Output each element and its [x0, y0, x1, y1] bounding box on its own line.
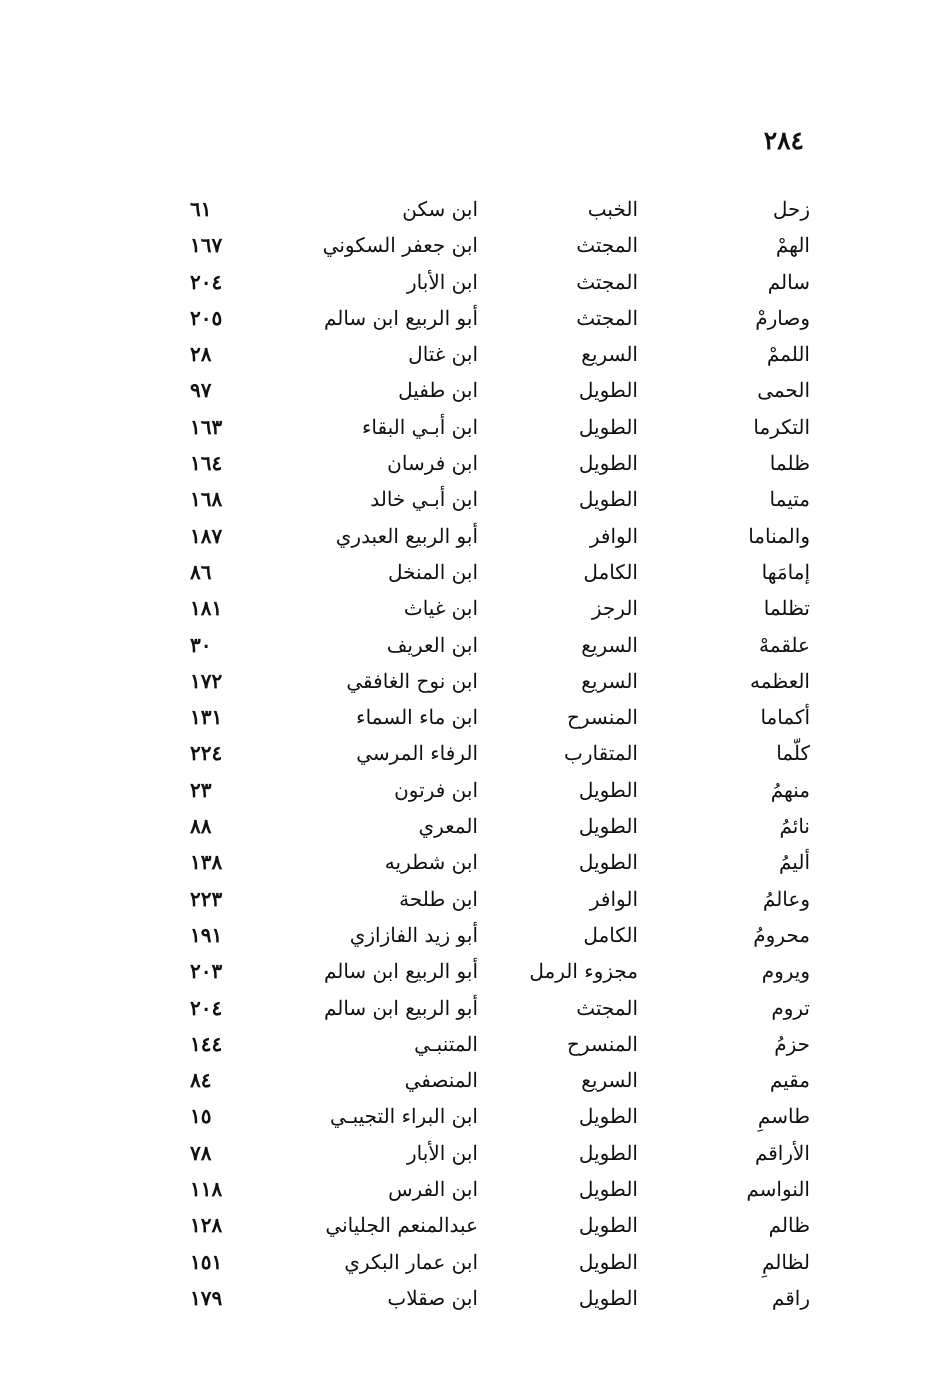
meter-cell: الطويل — [578, 1177, 638, 1202]
rhyme-cell: ويروم — [761, 959, 810, 984]
rhyme-cell: ظلما — [769, 451, 810, 476]
meter-cell: الرجز — [591, 596, 638, 621]
poet-cell: ابن طفيل — [398, 378, 478, 403]
page-ref-cell: ١٥ — [190, 1104, 212, 1129]
poet-cell: عبدالمنعم الجلياني — [325, 1213, 478, 1238]
page-ref-cell: ١٩١ — [190, 922, 223, 947]
rhyme-cell: التكرما — [753, 414, 810, 439]
page-ref-cell: ١١٨ — [190, 1177, 223, 1202]
poet-cell: الرفاء المرسي — [356, 741, 478, 766]
rhyme-cell: أليمُ — [779, 850, 810, 875]
poet-cell: المعري — [418, 814, 478, 839]
poet-cell: ابن جعفر السكوني — [322, 233, 478, 258]
poet-cell: أبو الربيع ابن سالم — [323, 305, 478, 330]
meter-cell: السريع — [581, 668, 638, 693]
poet-cell: ابن الفرس — [388, 1177, 478, 1202]
rhyme-cell: اللممْ — [766, 342, 810, 367]
index-row — [180, 844, 810, 880]
index-row — [180, 300, 810, 336]
page-ref-cell: ١٣٨ — [190, 850, 223, 875]
index-row — [180, 191, 810, 227]
poet-cell: المنصفي — [404, 1068, 478, 1093]
meter-cell: المجتث — [576, 269, 638, 294]
page-ref-cell: ١٦٨ — [190, 487, 223, 512]
meter-cell: الطويل — [578, 487, 638, 512]
rhyme-cell: النواسم — [746, 1177, 810, 1202]
page-ref-cell: ٢٠٤ — [190, 269, 223, 294]
poet-cell: أبو الربيع ابن سالم — [323, 959, 478, 984]
rhyme-cell: العظمه — [750, 668, 810, 693]
page-ref-cell: ٢٣ — [190, 777, 212, 802]
rhyme-cell: تظلما — [763, 596, 810, 621]
index-row — [180, 808, 810, 844]
rhyme-cell: كلّما — [776, 741, 810, 766]
rhyme-cell: الأراقم — [754, 1140, 810, 1165]
index-row — [180, 590, 810, 626]
page-ref-cell: ٢٠٣ — [190, 959, 223, 984]
poet-cell: ابن فرتون — [394, 777, 478, 802]
page-ref-cell: ٨٨ — [190, 814, 212, 839]
poet-cell: المتنبـي — [414, 1031, 478, 1056]
rhyme-cell: منهمُ — [770, 777, 810, 802]
page-ref-cell: ٩٧ — [190, 378, 212, 403]
page-ref-cell: ١٥١ — [190, 1249, 223, 1274]
index-row — [180, 1244, 810, 1280]
index-row — [180, 227, 810, 263]
page-ref-cell: ٣٠ — [190, 632, 212, 657]
page-ref-cell: ١٣١ — [190, 705, 223, 730]
page-ref-cell: ٦١ — [190, 197, 212, 221]
index-row — [180, 627, 810, 663]
page-ref-cell: ٢٢٣ — [190, 886, 223, 911]
rhyme-index-table — [180, 191, 810, 1316]
rhyme-cell: علقمهْ — [759, 632, 810, 657]
page-ref-cell: ١٦٤ — [190, 451, 223, 476]
poet-cell: ابن عمار البكري — [344, 1249, 478, 1274]
meter-cell: الطويل — [578, 777, 638, 802]
meter-cell: الطويل — [578, 1213, 638, 1238]
meter-cell: الوافر — [589, 886, 638, 911]
poet-cell: ابن المنخل — [387, 559, 478, 584]
index-row — [180, 663, 810, 699]
index-row — [180, 953, 810, 989]
poet-cell: ابن البراء التجيبـي — [330, 1104, 478, 1129]
rhyme-cell: الهمْ — [775, 233, 810, 258]
meter-cell: المجتث — [576, 305, 638, 330]
meter-cell: الطويل — [578, 414, 638, 439]
poet-cell: ابن فرسان — [387, 451, 478, 476]
poet-cell: ابن شطريه — [384, 850, 478, 875]
rhyme-cell: نائمُ — [779, 814, 810, 839]
poet-cell: أبو الربيع العبدري — [335, 523, 478, 548]
page-ref-cell: ٢٨ — [190, 342, 212, 367]
meter-cell: مجزوء الرمل — [529, 959, 638, 984]
meter-cell: السريع — [581, 632, 638, 657]
index-row — [180, 445, 810, 481]
meter-cell: السريع — [581, 342, 638, 367]
index-row — [180, 990, 810, 1026]
page-ref-cell: ١٤٤ — [190, 1031, 223, 1056]
index-row — [180, 917, 810, 953]
rhyme-cell: لظالمِ — [762, 1249, 810, 1274]
page-ref-cell: ١٦٧ — [190, 233, 223, 258]
rhyme-cell: الحمى — [757, 378, 810, 403]
rhyme-cell: زحل — [772, 197, 810, 221]
index-row — [180, 772, 810, 808]
poet-cell: ابن نوح الغافقي — [346, 668, 478, 693]
page-ref-cell: ٨٤ — [190, 1068, 212, 1093]
meter-cell: الطويل — [578, 850, 638, 875]
index-row — [180, 409, 810, 445]
index-row — [180, 1062, 810, 1098]
meter-cell: الطويل — [578, 1140, 638, 1165]
rhyme-cell: وعالمُ — [762, 886, 810, 911]
meter-cell: الكامل — [583, 559, 638, 584]
meter-cell: الطويل — [578, 814, 638, 839]
meter-cell: الطويل — [578, 378, 638, 403]
rhyme-cell: وصارمْ — [755, 305, 810, 330]
index-row — [180, 1207, 810, 1243]
meter-cell: المجتث — [576, 233, 638, 258]
rhyme-cell: متيما — [769, 487, 810, 512]
rhyme-cell: تروم — [771, 995, 810, 1020]
rhyme-cell: مقيم — [769, 1068, 810, 1093]
meter-cell: المنسرح — [566, 1031, 638, 1056]
poet-cell: ابن الأبار — [407, 269, 478, 294]
rhyme-cell: أكماما — [760, 705, 810, 730]
page-ref-cell: ١٨٧ — [190, 523, 223, 548]
rhyme-cell: محرومُ — [753, 922, 810, 947]
meter-cell: الطويل — [578, 1285, 638, 1310]
rhyme-cell: ظالم — [768, 1213, 810, 1238]
page-ref-cell: ٢٠٤ — [190, 995, 223, 1020]
poet-cell: ابن غتال — [408, 342, 478, 367]
poet-cell: ابن غياث — [403, 596, 478, 621]
rhyme-cell: سالم — [767, 269, 810, 294]
index-row — [180, 1171, 810, 1207]
poet-cell: أبو زيد الفازازي — [349, 922, 478, 947]
page-ref-cell: ١٢٨ — [190, 1213, 223, 1238]
index-row — [180, 264, 810, 300]
page-ref-cell: ١٨١ — [190, 596, 223, 621]
meter-cell: الكامل — [583, 922, 638, 947]
page-ref-cell: ٨٦ — [190, 559, 212, 584]
poet-cell: ابن العريف — [386, 632, 478, 657]
poet-cell: ابن أبـي خالد — [370, 487, 478, 512]
poet-cell: أبو الربيع ابن سالم — [323, 995, 478, 1020]
index-row — [180, 1098, 810, 1134]
meter-cell: الوافر — [589, 523, 638, 548]
poet-cell: ابن الأبار — [407, 1140, 478, 1165]
rhyme-cell: والمناما — [748, 523, 810, 548]
meter-cell: المتقارب — [564, 741, 638, 766]
meter-cell: الطويل — [578, 451, 638, 476]
page-ref-cell: ١٧٢ — [190, 668, 223, 693]
index-row — [180, 372, 810, 408]
meter-cell: الخبب — [587, 197, 638, 221]
meter-cell: الطويل — [578, 1249, 638, 1274]
page-ref-cell: ٢٢٤ — [190, 741, 223, 766]
page-ref-cell: ١٦٣ — [190, 414, 223, 439]
poet-cell: ابن طلحة — [399, 886, 478, 911]
rhyme-cell: طاسمِ — [757, 1104, 810, 1129]
page-number: ٢٨٤ — [763, 126, 804, 155]
meter-cell: المنسرح — [566, 705, 638, 730]
page-ref-cell: ١٧٩ — [190, 1285, 223, 1310]
meter-cell: الطويل — [578, 1104, 638, 1129]
rhyme-cell: حزمُ — [774, 1031, 810, 1056]
page-ref-cell: ٧٨ — [190, 1140, 212, 1165]
meter-cell: السريع — [581, 1068, 638, 1093]
index-row — [180, 1026, 810, 1062]
index-row — [180, 1135, 810, 1171]
poet-cell: ابن أبـي البقاء — [361, 414, 478, 439]
rhyme-cell: إمامَها — [761, 559, 810, 584]
poet-cell: ابن صقلاب — [387, 1285, 478, 1310]
index-row — [180, 881, 810, 917]
index-row — [180, 554, 810, 590]
index-row — [180, 481, 810, 517]
index-row — [180, 699, 810, 735]
poet-cell: ابن ماء السماء — [356, 705, 478, 730]
rhyme-cell: راقم — [771, 1285, 810, 1310]
poet-cell: ابن سكن — [402, 197, 478, 221]
meter-cell: المجتث — [576, 995, 638, 1020]
index-row — [180, 518, 810, 554]
page-ref-cell: ٢٠٥ — [190, 305, 223, 330]
index-row — [180, 336, 810, 372]
index-row — [180, 735, 810, 771]
index-row — [180, 1280, 810, 1316]
